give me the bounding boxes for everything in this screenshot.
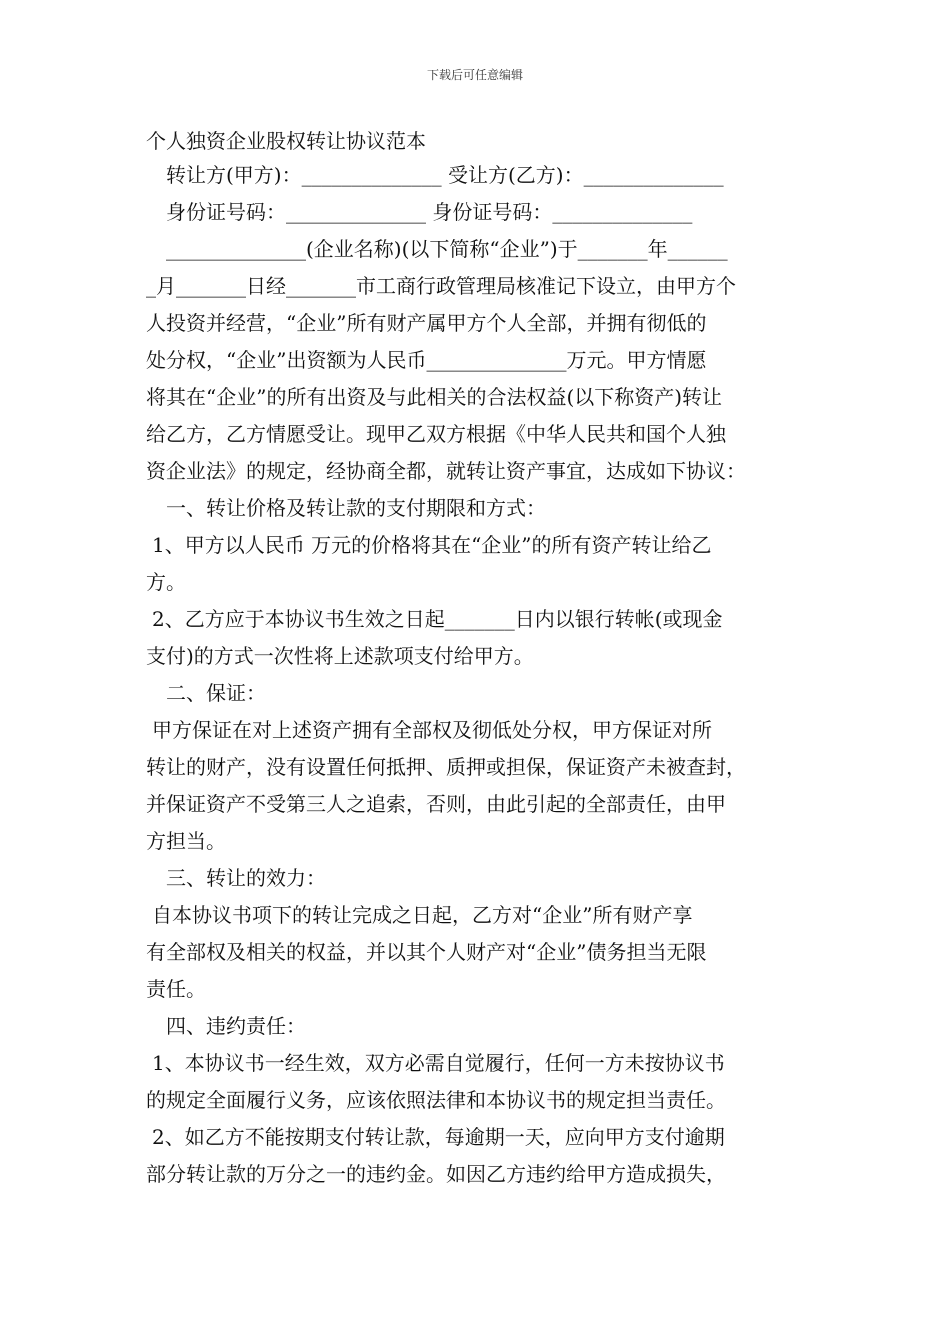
clause-line: 支付)的方式一次性将上述款项支付给甲方。 [146,644,534,668]
clause-line: 自本协议书项下的转让完成之日起，乙方对“企业”所有财产享 [152,903,693,927]
clause-line: 责任。 [146,977,206,1001]
section-heading: 一、转让价格及转让款的支付期限和方式： [166,496,546,520]
paragraph-line: 人投资并经营，“企业”所有财产属甲方个人全部，并拥有彻低的 [146,311,707,335]
section-heading: 四、违约责任： [166,1014,306,1038]
paragraph-line: _月_______日经_______市工商行政管理局核准记下设立，由甲方个 [146,274,736,298]
clause-line: 方担当。 [146,829,226,853]
paragraph-line: 处分权，“企业”出资额为人民币______________万元。甲方情愿 [146,348,707,372]
document-body [146,157,810,1193]
clause-line: 有全部权及相关的权益，并以其个人财产对“企业”债务担当无限 [146,940,707,964]
clause-line: 的规定全面履行义务，应该依照法律和本协议书的规定担当责任。 [146,1088,726,1112]
paragraph-line: 将其在“企业”的所有出资及与此相关的合法权益(以下称资产)转让 [146,385,723,409]
section-heading: 二、保证： [166,681,266,705]
clause-line: 甲方保证在对上述资产拥有全部权及彻低处分权，甲方保证对所 [152,718,712,742]
clause-line: 1、本协议书一经生效，双方必需自觉履行，任何一方未按协议书 [152,1051,725,1075]
page-header-note: 下载后可任意编辑 [426,68,523,82]
paragraph-line: ______________(企业名称)(以下简称“企业”)于_______年______ [166,237,728,261]
clause-line: 2、乙方应于本协议书生效之日起_______日内以银行转帐(或现金 [152,607,723,631]
clause-line: 转让的财产，没有设置任何抵押、质押或担保，保证资产未被查封， [146,755,746,779]
paragraph-line: 给乙方，乙方情愿受让。现甲乙双方根据《中华人民共和国个人独 [146,422,726,446]
id-number-line: 身份证号码：______________ 身份证号码：______________ [166,200,693,224]
paragraph-line: 资企业法》的规定，经协商全都，就转让资产事宜，达成如下协议： [146,459,746,483]
clause-line: 并保证资产不受第三人之追索，否则，由此引起的全部责任，由甲 [146,792,726,816]
clause-line: 1、甲方以人民币 万元的价格将其在“企业”的所有资产转让给乙 [152,533,712,557]
document-title: 个人独资企业股权转让协议范本 [146,129,426,153]
party-a-b-line: 转让方(甲方)：______________ 受让方(乙方)：______________ [166,163,724,187]
clause-line: 部分转让款的万分之一的违约金。如因乙方违约给甲方造成损失， [146,1162,726,1186]
clause-line: 方。 [146,570,186,594]
section-heading: 三、转让的效力： [166,866,326,890]
clause-line: 2、如乙方不能按期支付转让款，每逾期一天，应向甲方支付逾期 [152,1125,725,1149]
